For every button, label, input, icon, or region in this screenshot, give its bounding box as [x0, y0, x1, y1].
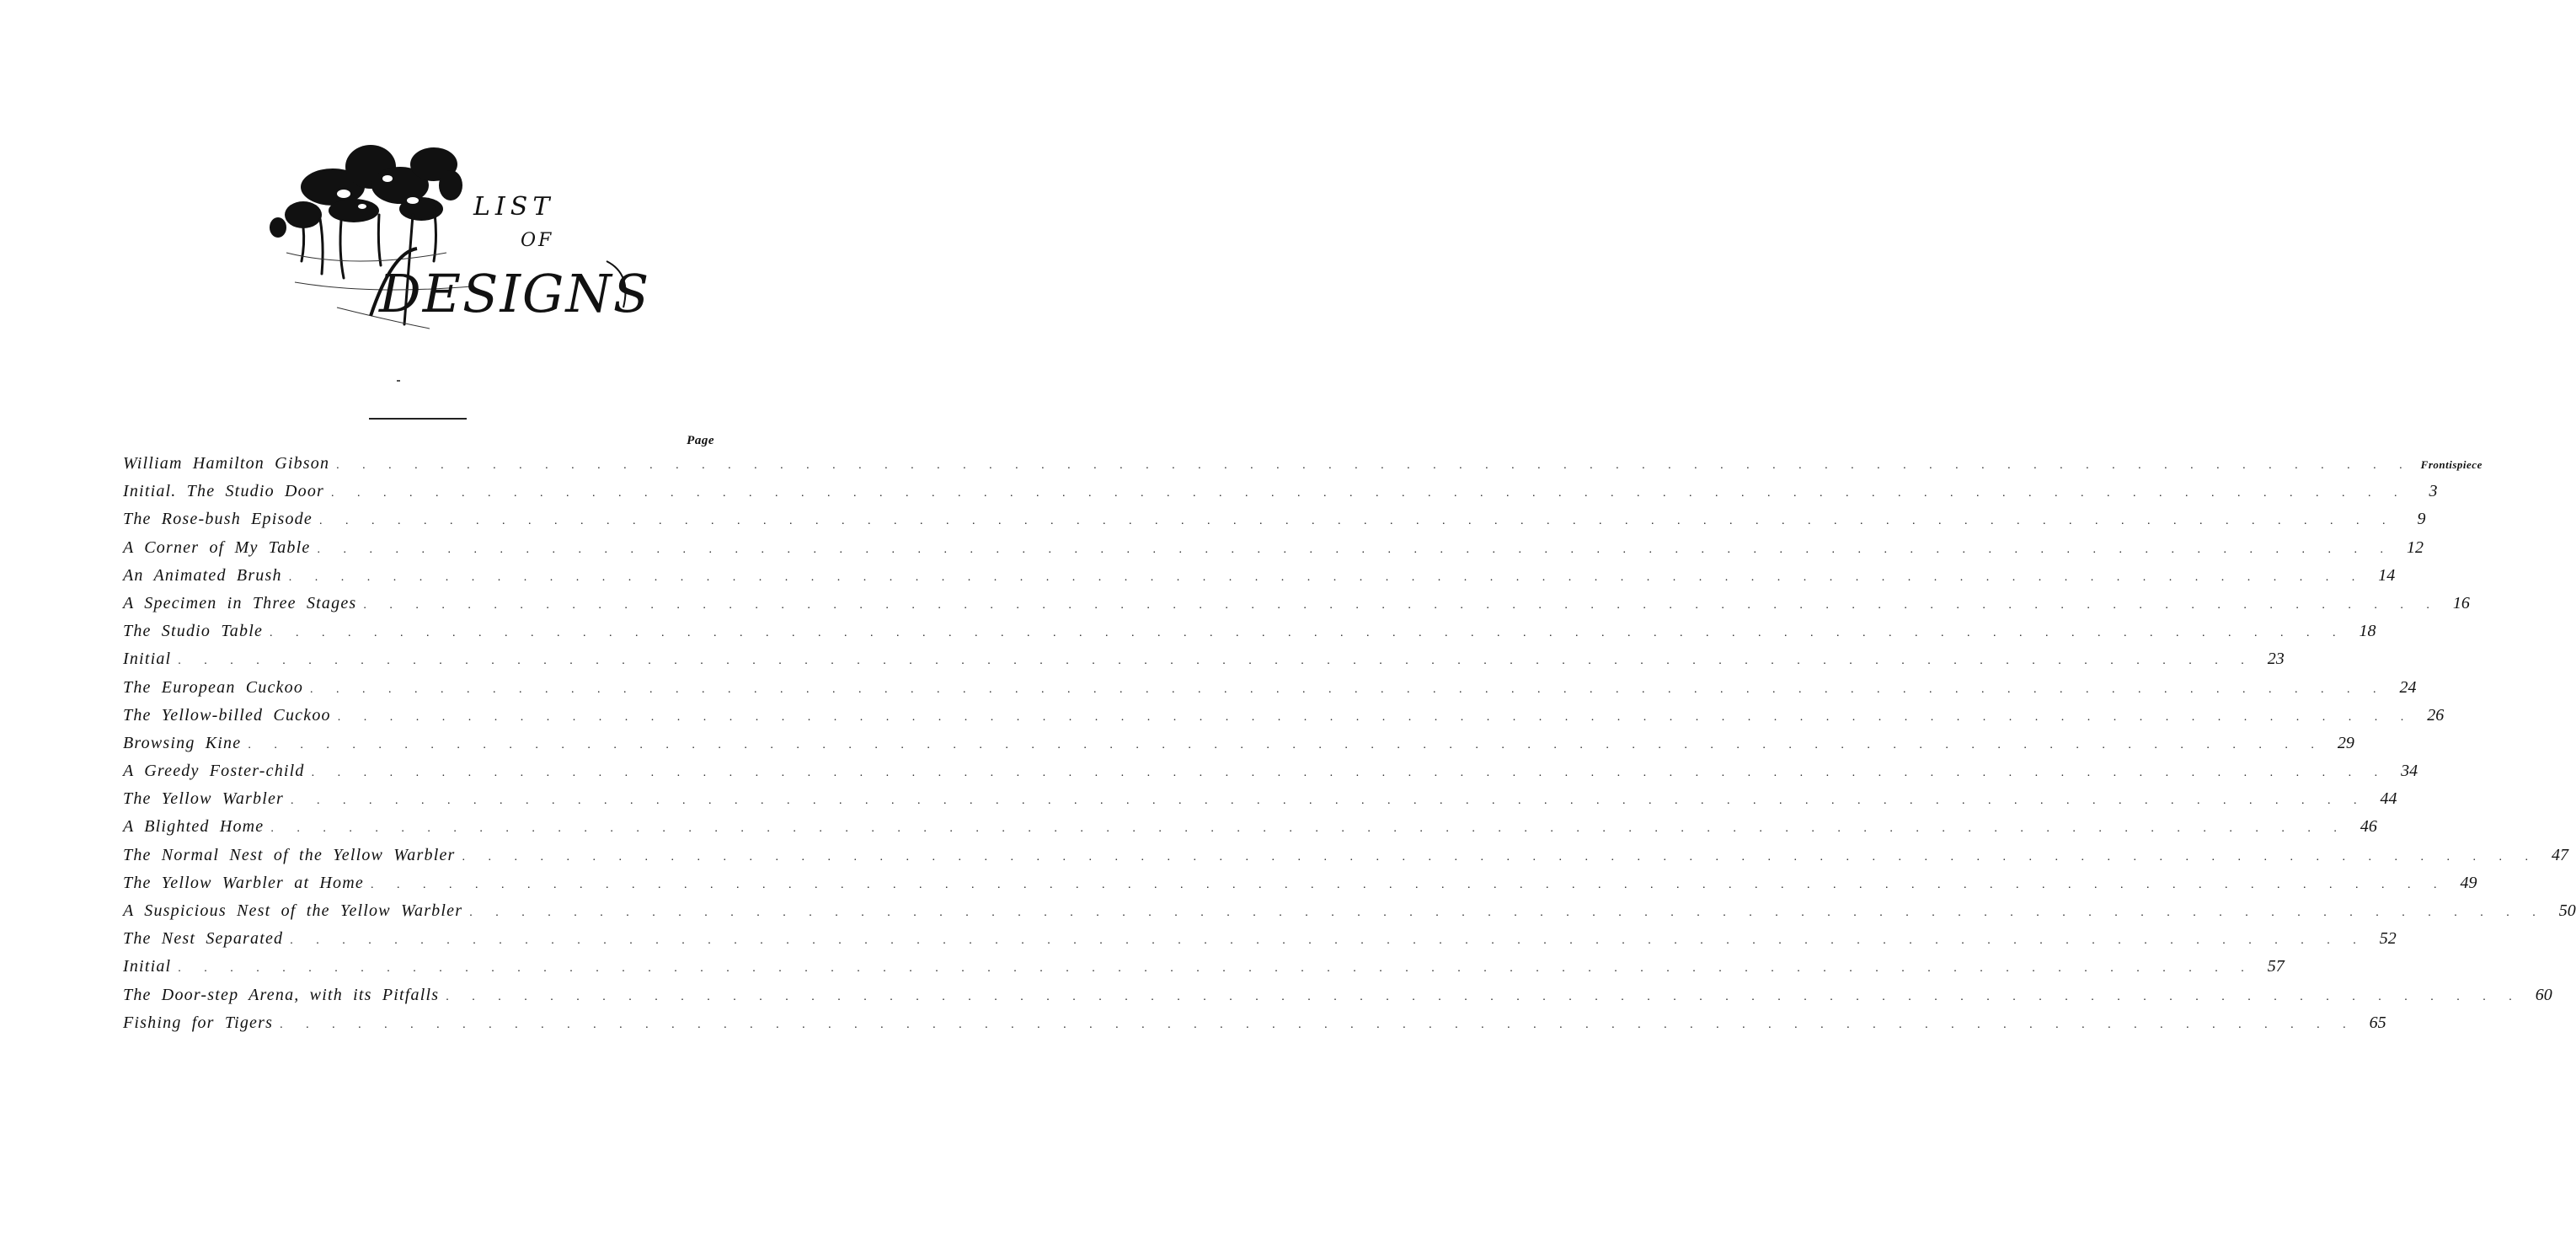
list-item — [123, 450, 2482, 478]
dot-leader: . . . . . . . . . . . . . . . . . . . . . . . . . . . . . . . . . . . . . . . . . . . . . . . . . . . . . . . . . . . . . . . . . . . . . . . . . . . . . . . . — [337, 710, 2414, 724]
list-item — [123, 674, 2417, 702]
dot-leader: . . . . . . . . . . . . . . . . . . . . . . . . . . . . . . . . . . . . . . . . . . . . . . . . . . . . . . . . . . . . . . . . . . . . . . . . . . . . . . . . — [469, 906, 2546, 919]
list-item — [123, 785, 2397, 813]
list-item — [123, 1009, 2386, 1037]
list-item — [123, 869, 2477, 897]
dot-leader: . . . . . . . . . . . . . . . . . . . . . . . . . . . . . . . . . . . . . . . . . . . . . . . . . . . . . . . . . . . . . . . . . . . . . . . . . . . . . . . . — [178, 962, 2254, 976]
list-item — [123, 730, 2354, 757]
design-title: The Door-step Arena, with its Pitfalls — [123, 985, 440, 1004]
page-number: 14 — [2378, 565, 2396, 585]
dot-leader: . . . . . . . . . . . . . . . . . . . . . . . . . . . . . . . . . . . . . . . . . . . . . . . . . . . . . . . . . . . . . . . . . . . . . . . . . . . . . . . . — [462, 850, 2539, 864]
dot-leader: . . . . . . . . . . . . . . . . . . . . . . . . . . . . . . . . . . . . . . . . . . . . . . . . . . . . . . . . . . . . . . . . . . . . . . . . . . . . . . . . — [270, 822, 2347, 836]
table-of-designs — [123, 431, 2576, 1037]
list-item — [123, 981, 2552, 1009]
page-number: 46 — [2360, 817, 2377, 837]
design-title: Fishing for Tigers — [123, 1013, 274, 1032]
list-item — [123, 534, 2424, 562]
stray-mark — [397, 380, 400, 382]
page-number: 26 — [2427, 705, 2445, 725]
page-number: 18 — [2359, 622, 2376, 641]
list-item — [123, 618, 2376, 645]
dot-leader: . . . . . . . . . . . . . . . . . . . . . . . . . . . . . . . . . . . . . . . . . . . . . . . . . . . . . . . . . . . . . . . . . . . . . . . . . . . . . . . . — [363, 598, 2440, 612]
design-title: A Blighted Home — [123, 817, 265, 837]
page-number: 50 — [2558, 901, 2576, 920]
dot-leader: . . . . . . . . . . . . . . . . . . . . . . . . . . . . . . . . . . . . . . . . . . . . . . . . . . . . . . . . . . . . . . . . . . . . . . . . . . . . . . . . — [336, 459, 2413, 472]
page-number: 44 — [2380, 789, 2397, 809]
design-title: Initial — [123, 957, 172, 976]
design-title: The Yellow Warbler at Home — [123, 873, 364, 892]
list-item — [123, 702, 2445, 730]
page-number: 57 — [2267, 957, 2285, 976]
list-item — [123, 953, 2285, 981]
design-title: William Hamilton Gibson — [123, 454, 330, 473]
page-number: 29 — [2337, 733, 2354, 752]
design-title: The Rose-bush Episode — [123, 510, 313, 529]
page-number: 34 — [2401, 762, 2418, 781]
list-item — [123, 590, 2470, 618]
entries-list — [123, 450, 2576, 1037]
dot-leader: . . . . . . . . . . . . . . . . . . . . . . . . . . . . . . . . . . . . . . . . . . . . . . . . . . . . . . . . . . . . . . . . . . . . . . . . . . . . . . . . — [290, 934, 2366, 948]
page-number: 12 — [2406, 537, 2424, 557]
page-number: 52 — [2379, 929, 2397, 949]
page-number: 24 — [2399, 677, 2417, 697]
design-title: The Nest Separated — [123, 929, 284, 949]
design-title: Initial. The Studio Door — [123, 482, 325, 501]
dot-leader: . . . . . . . . . . . . . . . . . . . . . . . . . . . . . . . . . . . . . . . . . . . . . . . . . . . . . . . . . . . . . . . . . . . . . . . . . . . . . . . . — [317, 543, 2393, 556]
heading-word-list: LIST — [473, 192, 555, 222]
design-title: Initial — [123, 650, 172, 669]
dot-leader: . . . . . . . . . . . . . . . . . . . . . . . . . . . . . . . . . . . . . . . . . . . . . . . . . . . . . . . . . . . . . . . . . . . . . . . . . . . . . . . . — [288, 570, 2365, 584]
dot-leader: . . . . . . . . . . . . . . . . . . . . . . . . . . . . . . . . . . . . . . . . . . . . . . . . . . . . . . . . . . . . . . . . . . . . . . . . . . . . . . . . — [270, 627, 2346, 640]
dot-leader: . . . . . . . . . . . . . . . . . . . . . . . . . . . . . . . . . . . . . . . . . . . . . . . . . . . . . . . . . . . . . . . . . . . . . . . . . . . . . . . . — [248, 738, 2324, 751]
list-item — [123, 645, 2285, 673]
design-title: The Studio Table — [123, 622, 264, 641]
list-item — [123, 842, 2569, 869]
page-column-label: Page — [687, 434, 714, 447]
design-title: A Specimen in Three Stages — [123, 593, 357, 612]
list-item — [123, 897, 2576, 925]
page-number: 49 — [2460, 873, 2477, 892]
design-title: Browsing Kine — [123, 733, 242, 752]
design-title: The Normal Nest of the Yellow Warbler — [123, 845, 456, 864]
dot-leader: . . . . . . . . . . . . . . . . . . . . . . . . . . . . . . . . . . . . . . . . . . . . . . . . . . . . . . . . . . . . . . . . . . . . . . . . . . . . . . . . — [331, 487, 2408, 500]
page-number: 65 — [2369, 1013, 2386, 1032]
dot-leader: . . . . . . . . . . . . . . . . . . . . . . . . . . . . . . . . . . . . . . . . . . . . . . . . . . . . . . . . . . . . . . . . . . . . . . . . . . . . . . . . — [291, 794, 2367, 808]
heading-word-of: OF — [521, 230, 554, 251]
list-item — [123, 925, 2397, 953]
list-item — [123, 562, 2396, 590]
list-of-designs-heading — [253, 126, 657, 345]
design-title: A Suspicious Nest of the Yellow Warbler — [123, 901, 463, 920]
page-number: 47 — [2552, 845, 2569, 864]
dot-leader: . . . . . . . . . . . . . . . . . . . . . . . . . . . . . . . . . . . . . . . . . . . . . . . . . . . . . . . . . . . . . . . . . . . . . . . . . . . . . . . . — [178, 655, 2254, 668]
list-item — [123, 505, 2426, 533]
dot-leader: . . . . . . . . . . . . . . . . . . . . . . . . . . . . . . . . . . . . . . . . . . . . . . . . . . . . . . . . . . . . . . . . . . . . . . . . . . . . . . . . — [311, 767, 2388, 780]
heading-word-designs: DESIGNS — [379, 263, 651, 324]
design-title: A Corner of My Table — [123, 537, 311, 557]
page-number: 23 — [2267, 650, 2285, 669]
dot-leader: . . . . . . . . . . . . . . . . . . . . . . . . . . . . . . . . . . . . . . . . . . . . . . . . . . . . . . . . . . . . . . . . . . . . . . . . . . . . . . . . — [370, 878, 2447, 891]
heading-divider — [369, 418, 467, 420]
dot-leader: . . . . . . . . . . . . . . . . . . . . . . . . . . . . . . . . . . . . . . . . . . . . . . . . . . . . . . . . . . . . . . . . . . . . . . . . . . . . . . . . — [446, 990, 2522, 1003]
page-number: 9 — [2417, 510, 2426, 529]
design-title: The European Cuckoo — [123, 677, 304, 697]
woodland-illustration — [253, 126, 657, 345]
page-number: 60 — [2535, 985, 2552, 1004]
list-item — [123, 813, 2377, 841]
design-title: An Animated Brush — [123, 565, 282, 585]
page-number: 3 — [2429, 482, 2438, 501]
page-number: 16 — [2452, 593, 2470, 612]
dot-leader: . . . . . . . . . . . . . . . . . . . . . . . . . . . . . . . . . . . . . . . . . . . . . . . . . . . . . . . . . . . . . . . . . . . . . . . . . . . . . . . . — [310, 682, 2386, 696]
design-title: A Greedy Foster-child — [123, 762, 305, 781]
design-title: The Yellow-billed Cuckoo — [123, 705, 331, 725]
list-item — [123, 757, 2418, 785]
dot-leader: . . . . . . . . . . . . . . . . . . . . . . . . . . . . . . . . . . . . . . . . . . . . . . . . . . . . . . . . . . . . . . . . . . . . . . . . . . . . . . . . — [280, 1018, 2356, 1031]
dot-leader: . . . . . . . . . . . . . . . . . . . . . . . . . . . . . . . . . . . . . . . . . . . . . . . . . . . . . . . . . . . . . . . . . . . . . . . . . . . . . . . . — [318, 515, 2396, 528]
list-item — [123, 478, 2438, 505]
page-number: Frontispiece — [2420, 458, 2482, 471]
design-title: The Yellow Warbler — [123, 789, 285, 809]
